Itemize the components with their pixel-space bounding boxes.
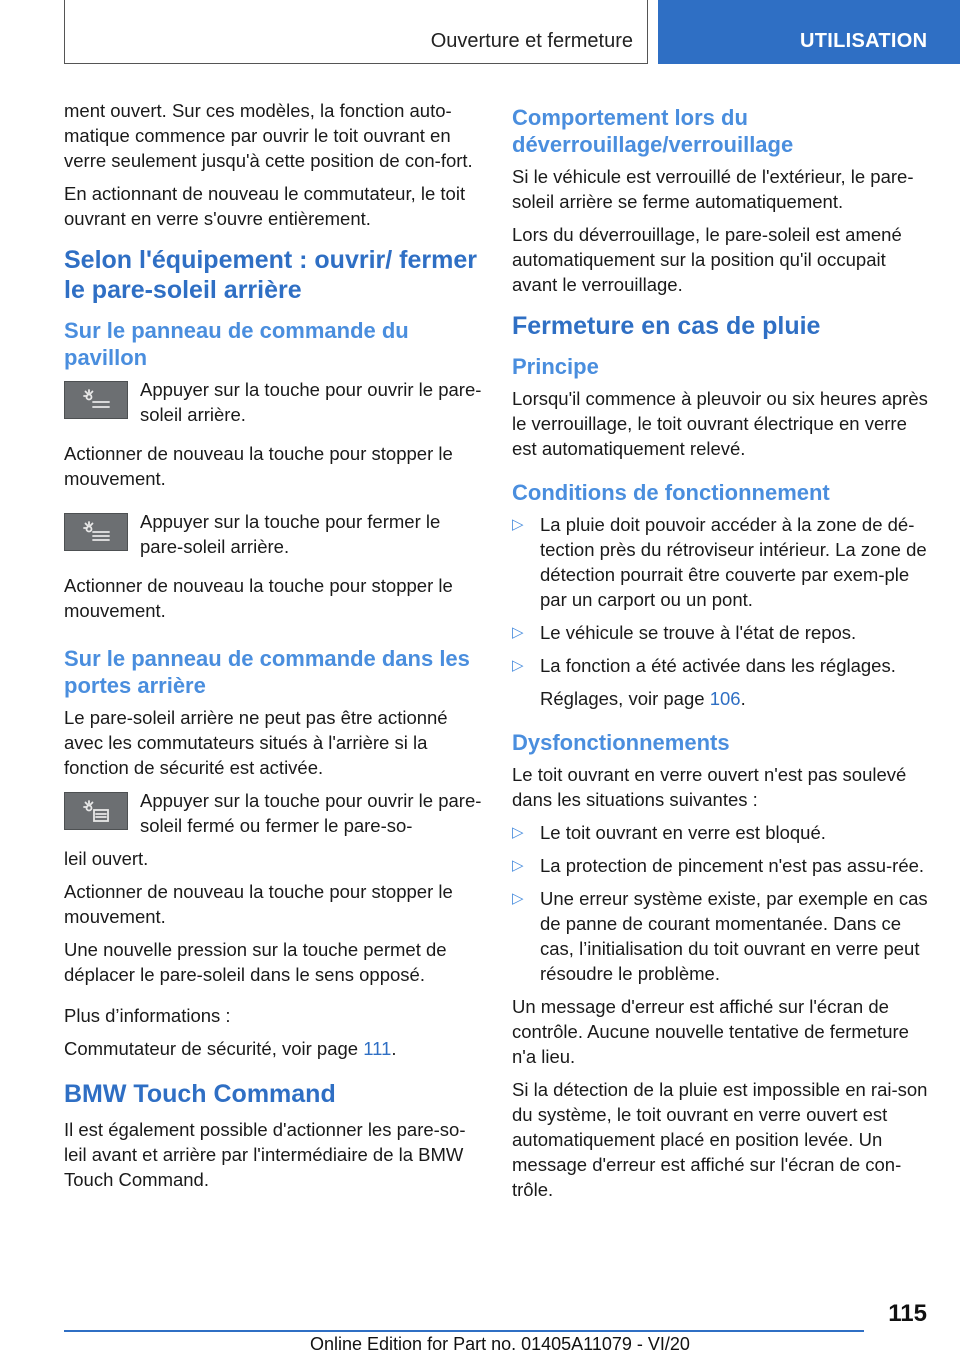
header-section-box: [64, 0, 648, 64]
paragraph: Un message d'erreur est affiché sur l'écran de contrôle. Aucune nouvelle tentative de fermeture n'a lieu.: [512, 996, 909, 1067]
heading-conditions: Conditions de fonctionnement: [512, 480, 830, 505]
heading-lock-behavior: Comportement lors du déverrouillage/verrouillage: [512, 105, 794, 157]
list-item: ▷ La protection de pincement n'est pas assu-rée.: [512, 855, 925, 876]
shade-open-button-icon: [64, 381, 128, 419]
heading-rear-shade: Selon l'équipement : ouvrir/ fermer le pare-soleil arrière: [64, 246, 477, 304]
key-instruction: [64, 509, 484, 565]
key-instruction: [64, 377, 484, 433]
paragraph: Commutateur de sécurité, voir page 111.: [64, 1038, 397, 1059]
paragraph: Une nouvelle pression sur la touche permet de déplacer le pare-soleil dans le sens opposé.: [64, 939, 447, 985]
shade-toggle-button-icon: [64, 792, 128, 830]
paragraph: Actionner de nouveau la touche pour stopper le mouvement.: [64, 881, 453, 927]
key-text-continuation: leil ouvert.: [64, 848, 149, 869]
paragraph: Si la détection de la pluie est impossible en rai-son du système, le toit ouvrant en verre ouvert est automatiquement placé en position levée. Un message d'erreur est affiché sur l'écran de con-trôle.: [512, 1079, 928, 1200]
paragraph: Lors du déverrouillage, le pare-soleil est amené automatiquement sur la position qu'il occupait avant le verrouillage.: [512, 224, 902, 295]
left-column: [64, 98, 484, 1200]
triangle-bullet-icon: ▷: [512, 890, 524, 907]
header-section-title: Ouverture et fermeture: [430, 30, 633, 52]
list-item: ▷ Une erreur système existe, par exemple en cas de panne de courant momentanée. Dans ce cas, l’initialisation du toit ouvrant en verre peut résoudre le problème.: [512, 888, 928, 984]
heading-rain-closing: Fermeture en cas de pluie: [512, 312, 821, 340]
list-item: ▷ Le véhicule se trouve à l'état de repos.: [512, 622, 857, 643]
paragraph: Le toit ouvrant en verre ouvert n'est pas soulevé dans les situations suivantes :: [512, 764, 907, 810]
triangle-bullet-icon: ▷: [512, 824, 524, 841]
heading-touch-command: BMW Touch Command: [64, 1080, 336, 1108]
cross-ref-text: Commutateur de sécurité, voir page: [64, 1038, 364, 1059]
heading-rear-doors: Sur le panneau de commande dans les portes arrière: [64, 646, 470, 698]
footer-edition: Online Edition for Part no. 01405A11079 - VI/20: [310, 1334, 690, 1354]
conditions-list: [512, 512, 928, 678]
paragraph: Le pare-soleil arrière ne peut pas être actionné avec les commutateurs situés à l'arrière si la fonction de sécurité est activée.: [64, 707, 448, 778]
heading-principle: Principe: [512, 354, 599, 379]
footer-divider: [64, 1330, 864, 1332]
page-link-111[interactable]: 111: [363, 1038, 392, 1059]
key-text: Appuyer sur la touche pour ouvrir le pare-soleil arrière.: [140, 379, 482, 425]
key-text: Appuyer sur la touche pour fermer le pare-soleil arrière.: [140, 511, 441, 557]
list-item: ▷ La pluie doit pouvoir accéder à la zone de dé-tection près du rétroviseur intérieur. La zone de détection pourrait être couverte par exem-ple par un carport ou un pont.: [512, 514, 927, 610]
paragraph: Actionner de nouveau la touche pour stopper le mouvement.: [64, 443, 453, 489]
header-chapter-tab: [658, 0, 960, 64]
paragraph: Actionner de nouveau la touche pour stopper le mouvement.: [64, 575, 453, 621]
header-chapter-title: UTILISATION: [800, 30, 928, 52]
paragraph: Si le véhicule est verrouillé de l'extérieur, le pare-soleil arrière se ferme automatiquement.: [512, 166, 914, 212]
triangle-bullet-icon: ▷: [512, 857, 524, 874]
settings-ref: Réglages, voir page 106.: [540, 688, 746, 709]
paragraph: En actionnant de nouveau le commutateur, le toit ouvrant en verre s'ouvre entièrement.: [64, 183, 466, 229]
heading-malfunctions: Dysfonctionnements: [512, 730, 730, 755]
list-item: ▷ La fonction a été activée dans les réglages.: [512, 655, 896, 676]
list-item: ▷ Le toit ouvrant en verre est bloqué.: [512, 822, 826, 843]
paragraph: Plus d’informations :: [64, 1005, 231, 1026]
triangle-bullet-icon: ▷: [512, 624, 524, 641]
right-column: [512, 98, 928, 1210]
triangle-bullet-icon: ▷: [512, 657, 524, 674]
page-link-106[interactable]: 106: [709, 688, 741, 709]
key-text: Appuyer sur la touche pour ouvrir le pare-soleil fermé ou fermer le pare-so-: [140, 790, 482, 836]
paragraph: Il est également possible d'actionner les pare-so-leil avant et arrière par l'intermédiaire de la BMW Touch Command.: [64, 1119, 466, 1190]
paragraph: ment ouvert. Sur ces modèles, la fonction auto-matique commence par ouvrir le toit ouvrant en verre seulement jusqu'à cette position de con-fort.: [64, 100, 473, 171]
heading-roof-panel: Sur le panneau de commande du pavillon: [64, 318, 409, 370]
page-number: 115: [888, 1300, 927, 1327]
shade-close-button-icon: [64, 513, 128, 551]
key-instruction: [64, 788, 484, 838]
malfunctions-list: [512, 820, 928, 986]
triangle-bullet-icon: ▷: [512, 516, 524, 533]
paragraph: Lorsqu'il commence à pleuvoir ou six heures après le verrouillage, le toit ouvrant électrique en verre est automatiquement relevé.: [512, 388, 928, 459]
